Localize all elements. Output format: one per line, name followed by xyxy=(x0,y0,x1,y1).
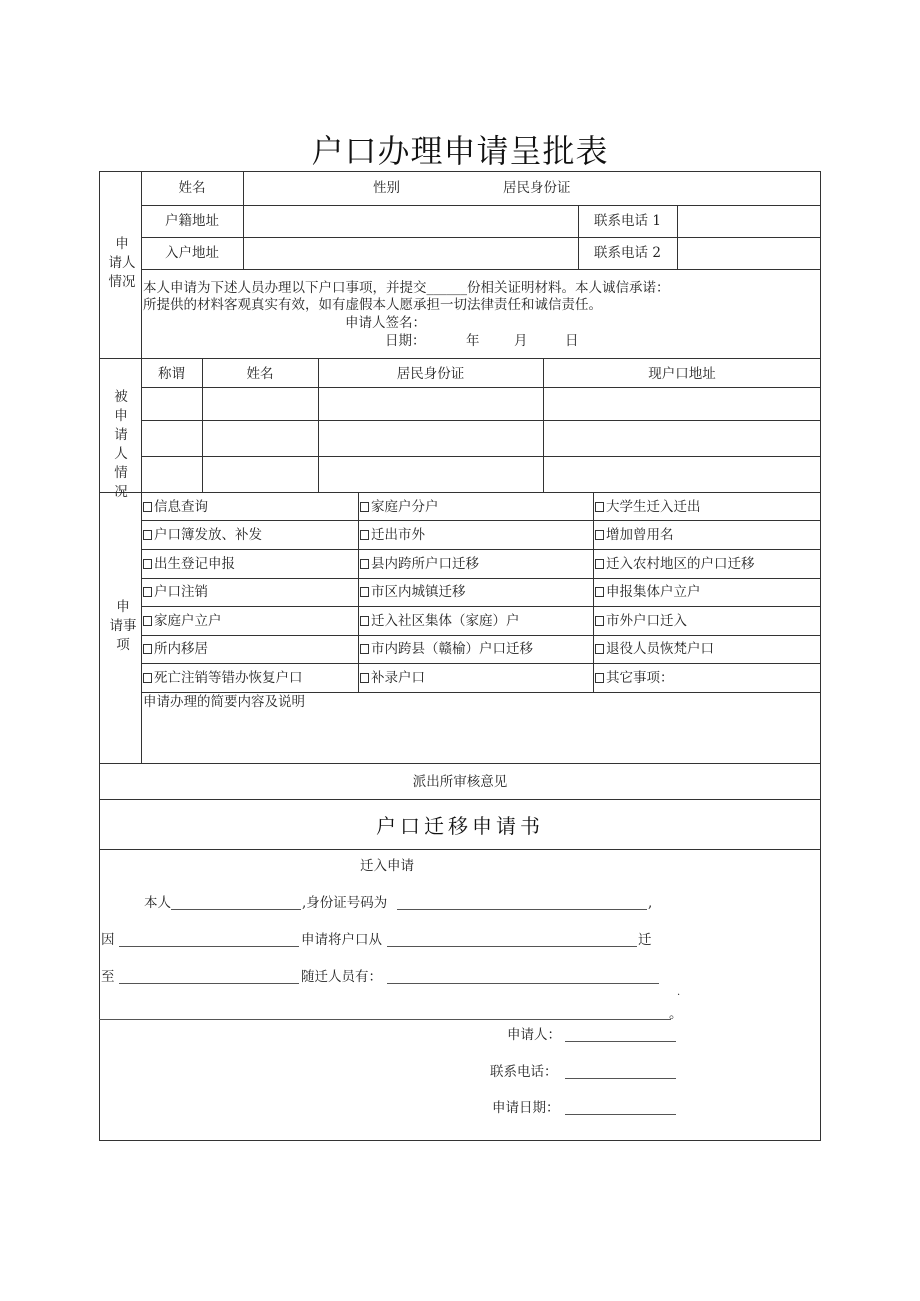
checkbox-booklet-issue[interactable] xyxy=(143,526,262,544)
checkbox-community-collective[interactable] xyxy=(360,612,520,630)
checkbox-label: 市区内城镇迁移 xyxy=(371,584,466,600)
checkbox-label: 迁出市外 xyxy=(371,527,425,543)
checkbox-label: 死亡注销等错办恢复户口 xyxy=(154,670,303,686)
sign-date-blank[interactable] xyxy=(565,1114,676,1115)
checkbox-square[interactable] xyxy=(143,530,152,540)
checkbox-square[interactable] xyxy=(595,530,604,540)
checkbox-square[interactable] xyxy=(143,502,152,512)
date-day: 日 xyxy=(565,333,579,349)
line2-prefix: 因 xyxy=(101,932,115,948)
checkbox-square[interactable] xyxy=(360,530,369,540)
applicant-gender-label: 性别 xyxy=(373,180,400,196)
line1-id-label: ,身份证号码为 xyxy=(302,895,388,911)
line3-dot: . xyxy=(677,987,681,998)
line4-end: 。 xyxy=(669,1006,683,1022)
checkbox-square[interactable] xyxy=(595,502,604,512)
line1-prefix: 本人 xyxy=(144,895,171,911)
checkbox-label: 市外户口迁入 xyxy=(606,613,687,629)
checkbox-label: 信息查询 xyxy=(154,499,208,515)
id-number-blank[interactable] xyxy=(397,909,647,910)
checkbox-label: 退役人员恢梵户口 xyxy=(606,641,714,657)
checkbox-label: 户口注销 xyxy=(154,584,208,600)
checkbox-label: 家庭户分户 xyxy=(371,499,439,515)
companions-blank[interactable] xyxy=(387,983,659,984)
date-label: 日期： xyxy=(385,333,426,349)
checkbox-label: 迁入社区集体（家庭）户 xyxy=(371,613,520,629)
page-title: 户口办理申请呈批表 xyxy=(311,132,609,170)
checkbox-square[interactable] xyxy=(360,644,369,654)
applicant-name-label: 姓名 xyxy=(178,180,206,196)
checkbox-label: 出生登记申报 xyxy=(154,556,235,572)
checkbox-veteran-restore[interactable] xyxy=(595,640,714,658)
checkbox-rural-migration[interactable] xyxy=(595,555,755,573)
reason-blank[interactable] xyxy=(119,946,299,947)
checkbox-label: 县内跨所户口迁移 xyxy=(371,556,479,572)
line2-suffix: 迁 xyxy=(638,932,652,948)
checkbox-death-restore[interactable] xyxy=(143,669,303,687)
checkbox-move-out-city[interactable] xyxy=(360,526,425,544)
sign-phone-blank[interactable] xyxy=(565,1078,676,1079)
checkbox-square[interactable] xyxy=(360,673,369,683)
checkbox-family-split[interactable] xyxy=(360,498,439,516)
checkbox-square[interactable] xyxy=(595,644,604,654)
checkbox-label: 大学生迁入迁出 xyxy=(606,499,701,515)
header-relation: 称谓 xyxy=(158,366,185,382)
checkbox-square[interactable] xyxy=(595,559,604,569)
header-name: 姓名 xyxy=(246,366,274,382)
checkbox-label: 申报集体户立户 xyxy=(606,584,701,600)
checkbox-label: 户口簿发放、补发 xyxy=(154,527,262,543)
checkbox-square[interactable] xyxy=(595,673,604,683)
sign-phone-label: 联系电话： xyxy=(490,1064,558,1080)
checkbox-birth-registration[interactable] xyxy=(143,555,235,573)
ruhu-address-label: 入户地址 xyxy=(165,245,219,261)
checkbox-info-query[interactable] xyxy=(143,498,208,516)
checkbox-county-transfer[interactable] xyxy=(360,555,479,573)
header-id: 居民身份证 xyxy=(396,366,465,382)
checkbox-square[interactable] xyxy=(143,644,152,654)
matters-section-text: 申 请事 项 xyxy=(109,599,137,653)
checkbox-square[interactable] xyxy=(143,587,152,597)
line3-companions-label: 随迁人员有： xyxy=(301,969,382,985)
header-address: 现户口地址 xyxy=(648,366,716,382)
checkbox-cross-county[interactable] xyxy=(360,640,533,658)
phone2-label: 联系电话 2 xyxy=(594,245,661,261)
applicant-id-label: 居民身份证 xyxy=(503,180,571,196)
checkbox-square[interactable] xyxy=(360,616,369,626)
checkbox-square[interactable] xyxy=(595,616,604,626)
checkbox-square[interactable] xyxy=(143,673,152,683)
checkbox-square[interactable] xyxy=(360,559,369,569)
checkbox-label: 所内移居 xyxy=(154,641,208,657)
phone1-label: 联系电话 1 xyxy=(594,213,661,229)
line2-from-label: 申请将户口从 xyxy=(301,932,382,948)
sign-applicant-blank[interactable] xyxy=(565,1041,676,1042)
checkbox-label: 家庭户立户 xyxy=(154,613,222,629)
checkbox-label: 市内跨县（赣榆）户口迁移 xyxy=(371,641,533,657)
applicant-section-label: 申 请人 情况 xyxy=(108,236,136,290)
pledge-line-2: 所提供的材料客观真实有效，如有虚假本人愿承担一切法律责任和诚信责任。 xyxy=(143,297,602,313)
summary-label: 申请办理的简要内容及说明 xyxy=(143,694,305,710)
signature-label: 申请人签名： xyxy=(345,315,426,331)
checkbox-square[interactable] xyxy=(143,559,152,569)
checkbox-family-household[interactable] xyxy=(143,612,222,630)
migration-title: 户口迁移申请书 xyxy=(376,814,544,838)
sign-date-label: 申请日期： xyxy=(492,1100,560,1116)
migration-heading: 迁入申请 xyxy=(360,858,414,874)
checkbox-label: 迁入农村地区的户口迁移 xyxy=(606,556,755,572)
checkbox-supplementary[interactable] xyxy=(360,669,425,687)
date-month: 月 xyxy=(514,333,528,349)
subject-section-label: 被 申请 人情 况 xyxy=(114,389,128,500)
checkbox-label: 其它事项： xyxy=(606,670,674,686)
applicant-name-blank[interactable] xyxy=(171,909,301,910)
checkbox-square[interactable] xyxy=(143,616,152,626)
to-address-blank[interactable] xyxy=(119,983,299,984)
checkbox-former-name[interactable] xyxy=(595,526,674,544)
checkbox-square[interactable] xyxy=(595,587,604,597)
line3-prefix: 至 xyxy=(101,969,115,985)
checkbox-label: 增加曾用名 xyxy=(606,527,674,543)
checkbox-square[interactable] xyxy=(360,587,369,597)
sign-applicant-label: 申请人： xyxy=(507,1027,561,1043)
from-address-blank[interactable] xyxy=(387,946,637,947)
review-label: 派出所审核意见 xyxy=(412,774,508,790)
checkbox-student-migration[interactable] xyxy=(595,498,701,516)
checkbox-other[interactable] xyxy=(595,669,674,687)
checkbox-label: 补录户口 xyxy=(371,670,425,686)
matters-section-label xyxy=(108,598,138,655)
checkbox-collective-household[interactable] xyxy=(595,583,701,601)
checkbox-square[interactable] xyxy=(360,502,369,512)
checkbox-cancellation[interactable] xyxy=(143,583,208,601)
checkbox-move-in-city[interactable] xyxy=(595,612,687,630)
pledge-line-1: 本人申请为下述人员办理以下户口事项，并提交______份相关证明材料。本人诚信承诺： xyxy=(143,280,670,296)
checkbox-relocation[interactable] xyxy=(143,640,208,658)
companions-blank-2[interactable] xyxy=(99,1019,671,1020)
huji-address-label: 户籍地址 xyxy=(165,213,219,229)
date-year: 年 xyxy=(466,333,480,349)
line1-comma: , xyxy=(648,895,653,911)
checkbox-urban-migration[interactable] xyxy=(360,583,466,601)
